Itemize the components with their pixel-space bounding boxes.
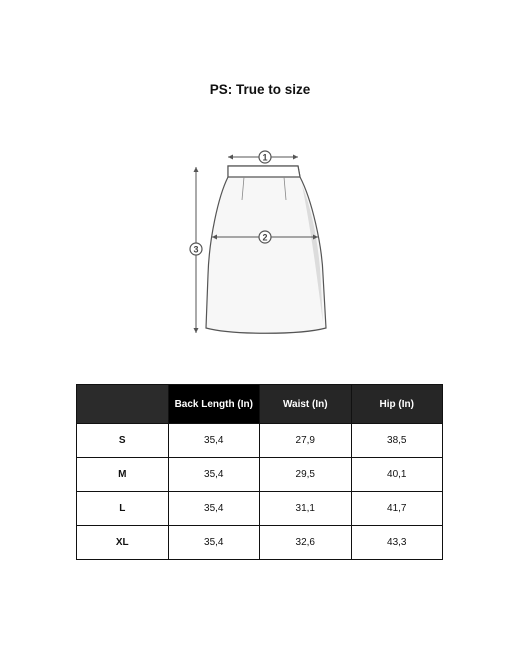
waist-cell: 31,1 <box>260 492 352 526</box>
hip-cell: 40,1 <box>351 458 443 492</box>
back-length-cell: 35,4 <box>168 424 260 458</box>
marker-1-label: 1 <box>262 152 268 163</box>
hip-cell: 43,3 <box>351 526 443 560</box>
waist-arrow-left <box>228 155 233 160</box>
waist-arrow-right <box>293 155 298 160</box>
header-cell-back-length: Back Length (In) <box>168 385 260 424</box>
skirt-measurement-diagram <box>180 145 340 345</box>
marker-2-label: 2 <box>262 232 268 243</box>
size-cell: S <box>77 424 169 458</box>
skirt-illustration <box>180 145 340 345</box>
back-length-cell: 35,4 <box>168 526 260 560</box>
table-header-row <box>77 385 443 424</box>
waist-cell: 32,6 <box>260 526 352 560</box>
size-cell: M <box>77 458 169 492</box>
hip-cell: 41,7 <box>351 492 443 526</box>
back-length-cell: 35,4 <box>168 458 260 492</box>
waist-cell: 29,5 <box>260 458 352 492</box>
size-cell: XL <box>77 526 169 560</box>
skirt-waistband <box>228 166 300 177</box>
header-cell-waist: Waist (In) <box>260 385 352 424</box>
back-length-cell: 35,4 <box>168 492 260 526</box>
length-arrow-top <box>194 167 199 172</box>
table-row <box>77 424 443 458</box>
table-row <box>77 458 443 492</box>
header-cell-hip: Hip (In) <box>351 385 443 424</box>
marker-3-label: 3 <box>193 244 199 255</box>
hip-cell: 38,5 <box>351 424 443 458</box>
length-arrow-bottom <box>194 328 199 333</box>
waist-cell: 27,9 <box>260 424 352 458</box>
size-cell: L <box>77 492 169 526</box>
header-cell-corner <box>77 385 169 424</box>
size-table <box>76 384 443 560</box>
table-row <box>77 526 443 560</box>
skirt-outline <box>206 166 326 333</box>
page-title: PS: True to size <box>209 82 311 97</box>
table-row <box>77 492 443 526</box>
